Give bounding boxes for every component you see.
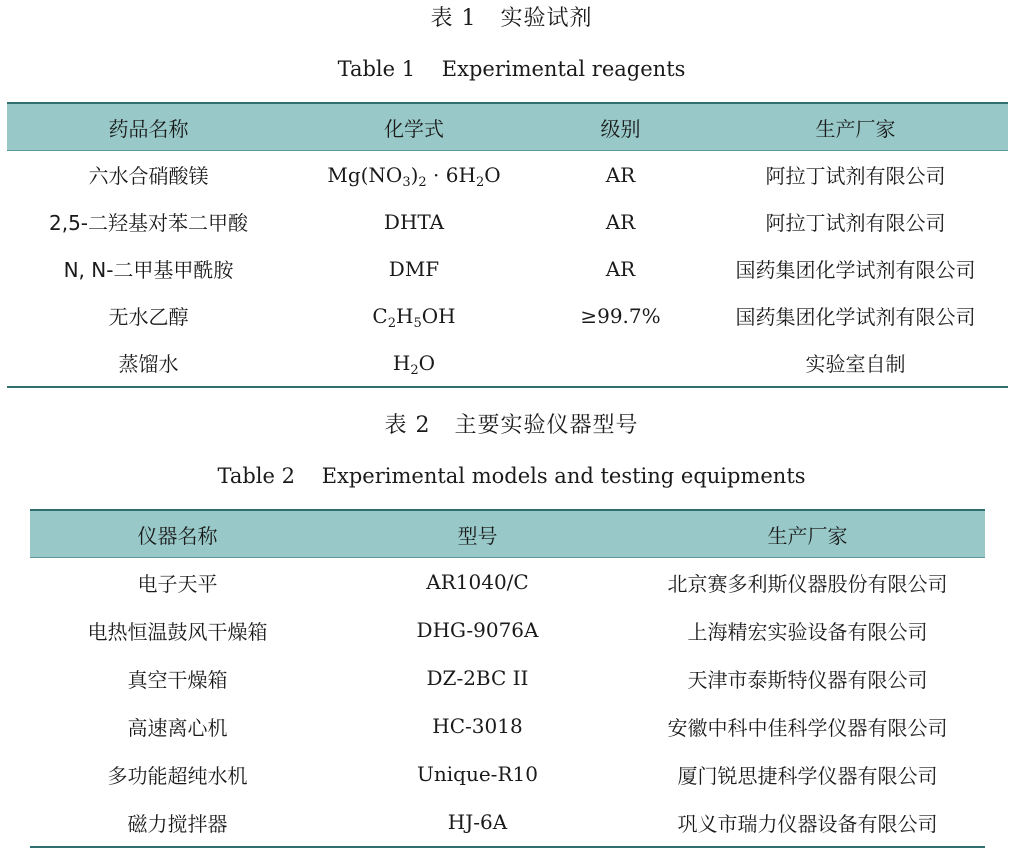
cell-maker: 天津市泰斯特仪器有限公司	[687, 667, 928, 692]
table-row	[30, 606, 985, 654]
table2-caption-en-title: Experimental models and testing equipments	[321, 464, 806, 488]
column-header-maker: 生产厂家	[703, 103, 1008, 151]
column-header-name: 仪器名称	[30, 510, 325, 558]
cell-model: HJ-6A	[325, 798, 630, 847]
cell-maker: 厦门锐思捷科学仪器有限公司	[677, 763, 938, 788]
cell-model: HC-3018	[432, 714, 523, 738]
table1-caption-cn-title: 实验试剂	[500, 6, 593, 31]
cell-formula: DHTA	[383, 209, 445, 234]
cell-maker: 国药集团化学试剂有限公司	[735, 258, 976, 282]
table-header-row	[7, 103, 1008, 151]
cell-grade: AR	[605, 256, 636, 281]
cell-maker: 上海精宏实验设备有限公司	[687, 619, 928, 644]
table1-caption-en-number: Table 1	[337, 57, 416, 81]
table-row	[7, 151, 1008, 199]
cell-grade	[538, 339, 703, 387]
reagents-table	[7, 102, 1008, 388]
cell-maker: 安徽中科中佳科学仪器有限公司	[667, 715, 948, 740]
cell-model: DHG-9076A	[416, 618, 539, 642]
cell-grade: AR	[605, 209, 636, 234]
cell-name: 磁力搅拌器	[30, 798, 325, 847]
table-row	[30, 558, 985, 607]
cell-maker: 国药集团化学试剂有限公司	[735, 305, 976, 329]
cell-maker: 阿拉丁试剂有限公司	[765, 211, 946, 235]
table2-caption-cn-number: 表 2	[384, 413, 431, 438]
cell-model: Unique-R10	[417, 762, 538, 786]
cell-name: 无水乙醇	[108, 305, 189, 329]
cell-model: AR1040/C	[426, 570, 529, 594]
cell-name: 六水合硝酸镁	[88, 164, 209, 188]
table-row	[7, 339, 1008, 387]
table-row	[7, 198, 1008, 245]
table-header-row	[30, 510, 985, 558]
cell-name: 蒸馏水	[7, 339, 290, 387]
table2-caption-cn-title: 主要实验仪器型号	[454, 413, 639, 438]
table2-caption-cn	[0, 411, 1023, 441]
column-header-formula: 化学式	[290, 103, 538, 151]
cell-grade: ≥99.7%	[580, 303, 661, 328]
cell-name: 电子天平	[137, 571, 218, 596]
column-header-maker: 生产厂家	[630, 510, 985, 558]
column-header-name: 药品名称	[7, 103, 290, 151]
table1-caption-en	[0, 55, 1023, 83]
table-row	[30, 750, 985, 798]
cell-name: 高速离心机	[127, 715, 228, 740]
cell-name: 多功能超纯水机	[107, 763, 248, 788]
table-row	[7, 245, 1008, 292]
table-row	[7, 292, 1008, 339]
cell-maker: 实验室自制	[703, 339, 1008, 387]
cell-name: 2,5-二羟基对苯二甲酸	[48, 211, 249, 235]
table1-caption-cn-number: 表 1	[430, 6, 477, 31]
table2-caption-en-number: Table 2	[217, 464, 295, 488]
cell-formula: $H_2O$	[290, 339, 538, 387]
table-row	[30, 654, 985, 702]
cell-grade: AR	[605, 162, 636, 187]
table1-caption-en-title: Experimental reagents	[441, 57, 686, 81]
table-row	[30, 798, 985, 847]
cell-model: DZ-2BC II	[426, 666, 529, 690]
cell-maker: 巩义市瑞力仪器设备有限公司	[630, 798, 985, 847]
cell-formula: DMF	[388, 256, 440, 281]
table1-caption-cn	[0, 4, 1023, 34]
table2-caption-en	[0, 462, 1023, 490]
table-row	[30, 702, 985, 750]
equipment-table	[30, 509, 985, 848]
column-header-grade: 级别	[538, 103, 703, 151]
cell-maker: 阿拉丁试剂有限公司	[765, 164, 946, 188]
column-header-model: 型号	[325, 510, 630, 558]
cell-name: N, N-二甲基甲酰胺	[63, 258, 234, 282]
cell-name: 真空干燥箱	[127, 667, 228, 692]
cell-maker: 北京赛多利斯仪器股份有限公司	[667, 571, 948, 596]
cell-name: 电热恒温鼓风干燥箱	[87, 619, 268, 644]
cell-formula: $C_2H_5OH$	[372, 303, 456, 331]
cell-formula: $Mg(NO_3)_2 \cdot 6H_2O$	[327, 162, 501, 190]
